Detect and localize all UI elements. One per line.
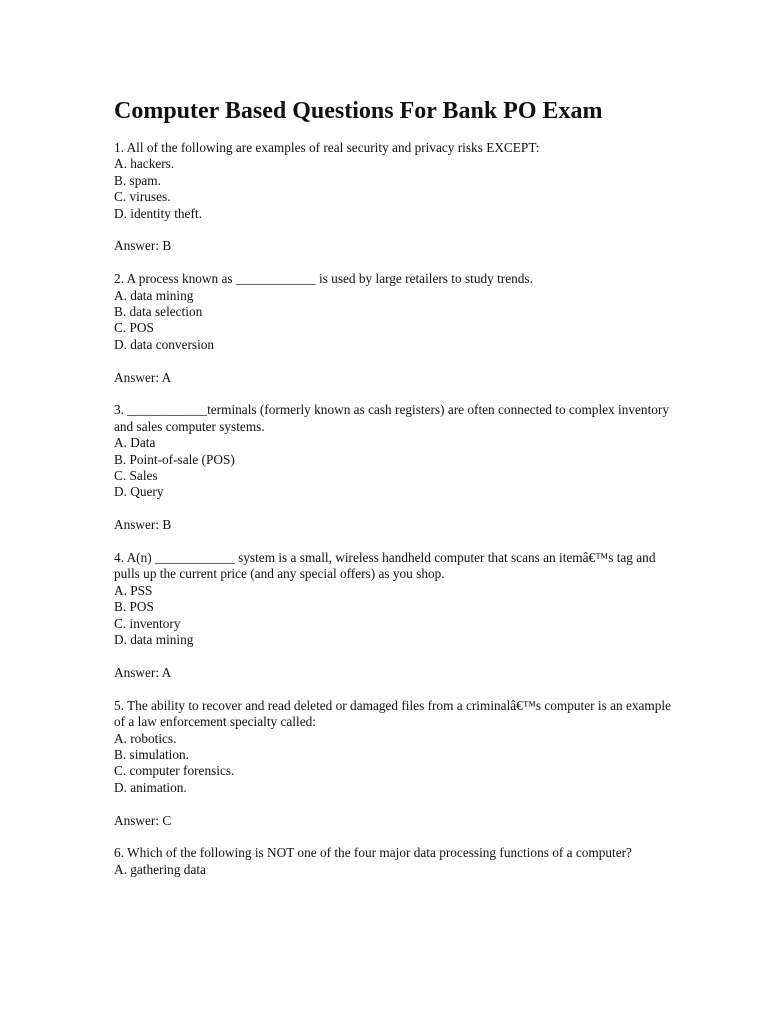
options-list — [114, 583, 674, 649]
option-a: A. Data — [114, 435, 156, 451]
option-a: A. robotics. — [114, 730, 177, 746]
question-text: 4. A(n) ____________ system is a small, wireless handheld computer that scans an itemâ€™s tag and pulls up the current price (and any special offers) as you shop. — [114, 550, 656, 582]
question-block — [114, 550, 674, 681]
options-list — [114, 862, 674, 878]
question-text: 2. A process known as ____________ is used by large retailers to study trends. — [114, 271, 533, 287]
document-page — [114, 96, 674, 878]
option-a: A. PSS — [114, 582, 153, 598]
option-b: B. Point-of-sale (POS) — [114, 451, 235, 467]
option-a: A. data mining — [114, 287, 194, 303]
answer-text: Answer: B — [114, 238, 172, 254]
question-text: 5. The ability to recover and read deleted or damaged files from a criminalâ€™s computer is an example of a law enforcement specialty called: — [114, 697, 672, 730]
spacer — [114, 255, 674, 271]
spacer — [114, 681, 674, 697]
question-block — [114, 402, 674, 533]
option-c: C. inventory — [114, 615, 181, 631]
option-a: A. gathering data — [114, 861, 206, 877]
option-d: D. identity theft. — [114, 205, 202, 221]
spacer — [114, 386, 674, 402]
option-c: C. POS — [114, 320, 154, 336]
option-d: D. data conversion — [114, 336, 215, 352]
option-b: B. data selection — [114, 304, 203, 320]
option-d: D. data mining — [114, 632, 194, 648]
question-block — [114, 845, 674, 878]
question-block — [114, 698, 674, 829]
spacer — [114, 534, 674, 550]
answer-text: Answer: A — [114, 369, 172, 385]
options-list — [114, 435, 674, 501]
options-list — [114, 156, 674, 222]
option-c: C. computer forensics. — [114, 763, 235, 779]
option-c: C. viruses. — [114, 189, 171, 205]
options-list — [114, 288, 674, 354]
option-c: C. Sales — [114, 468, 158, 484]
page-title: Computer Based Questions For Bank PO Exam — [114, 98, 603, 124]
option-d: D. animation. — [114, 779, 187, 795]
answer-text: Answer: A — [114, 664, 172, 680]
option-a: A. hackers. — [114, 156, 175, 172]
options-list — [114, 731, 674, 797]
answer-text: Answer: C — [114, 812, 172, 828]
question-block — [114, 271, 674, 386]
spacer — [114, 829, 674, 845]
option-d: D. Query — [114, 484, 164, 500]
option-b: B. POS — [114, 599, 154, 615]
option-b: B. simulation. — [114, 746, 189, 762]
answer-text: Answer: B — [114, 517, 172, 533]
question-text: 6. Which of the following is NOT one of the four major data processing functions of a computer? — [114, 845, 632, 861]
question-block — [114, 140, 674, 255]
question-text: 3. ____________terminals (formerly known as cash registers) are often connected to complex inventory and sales computer systems. — [114, 402, 669, 434]
question-text: 1. All of the following are examples of real security and privacy risks EXCEPT: — [114, 140, 540, 155]
option-b: B. spam. — [114, 172, 161, 188]
